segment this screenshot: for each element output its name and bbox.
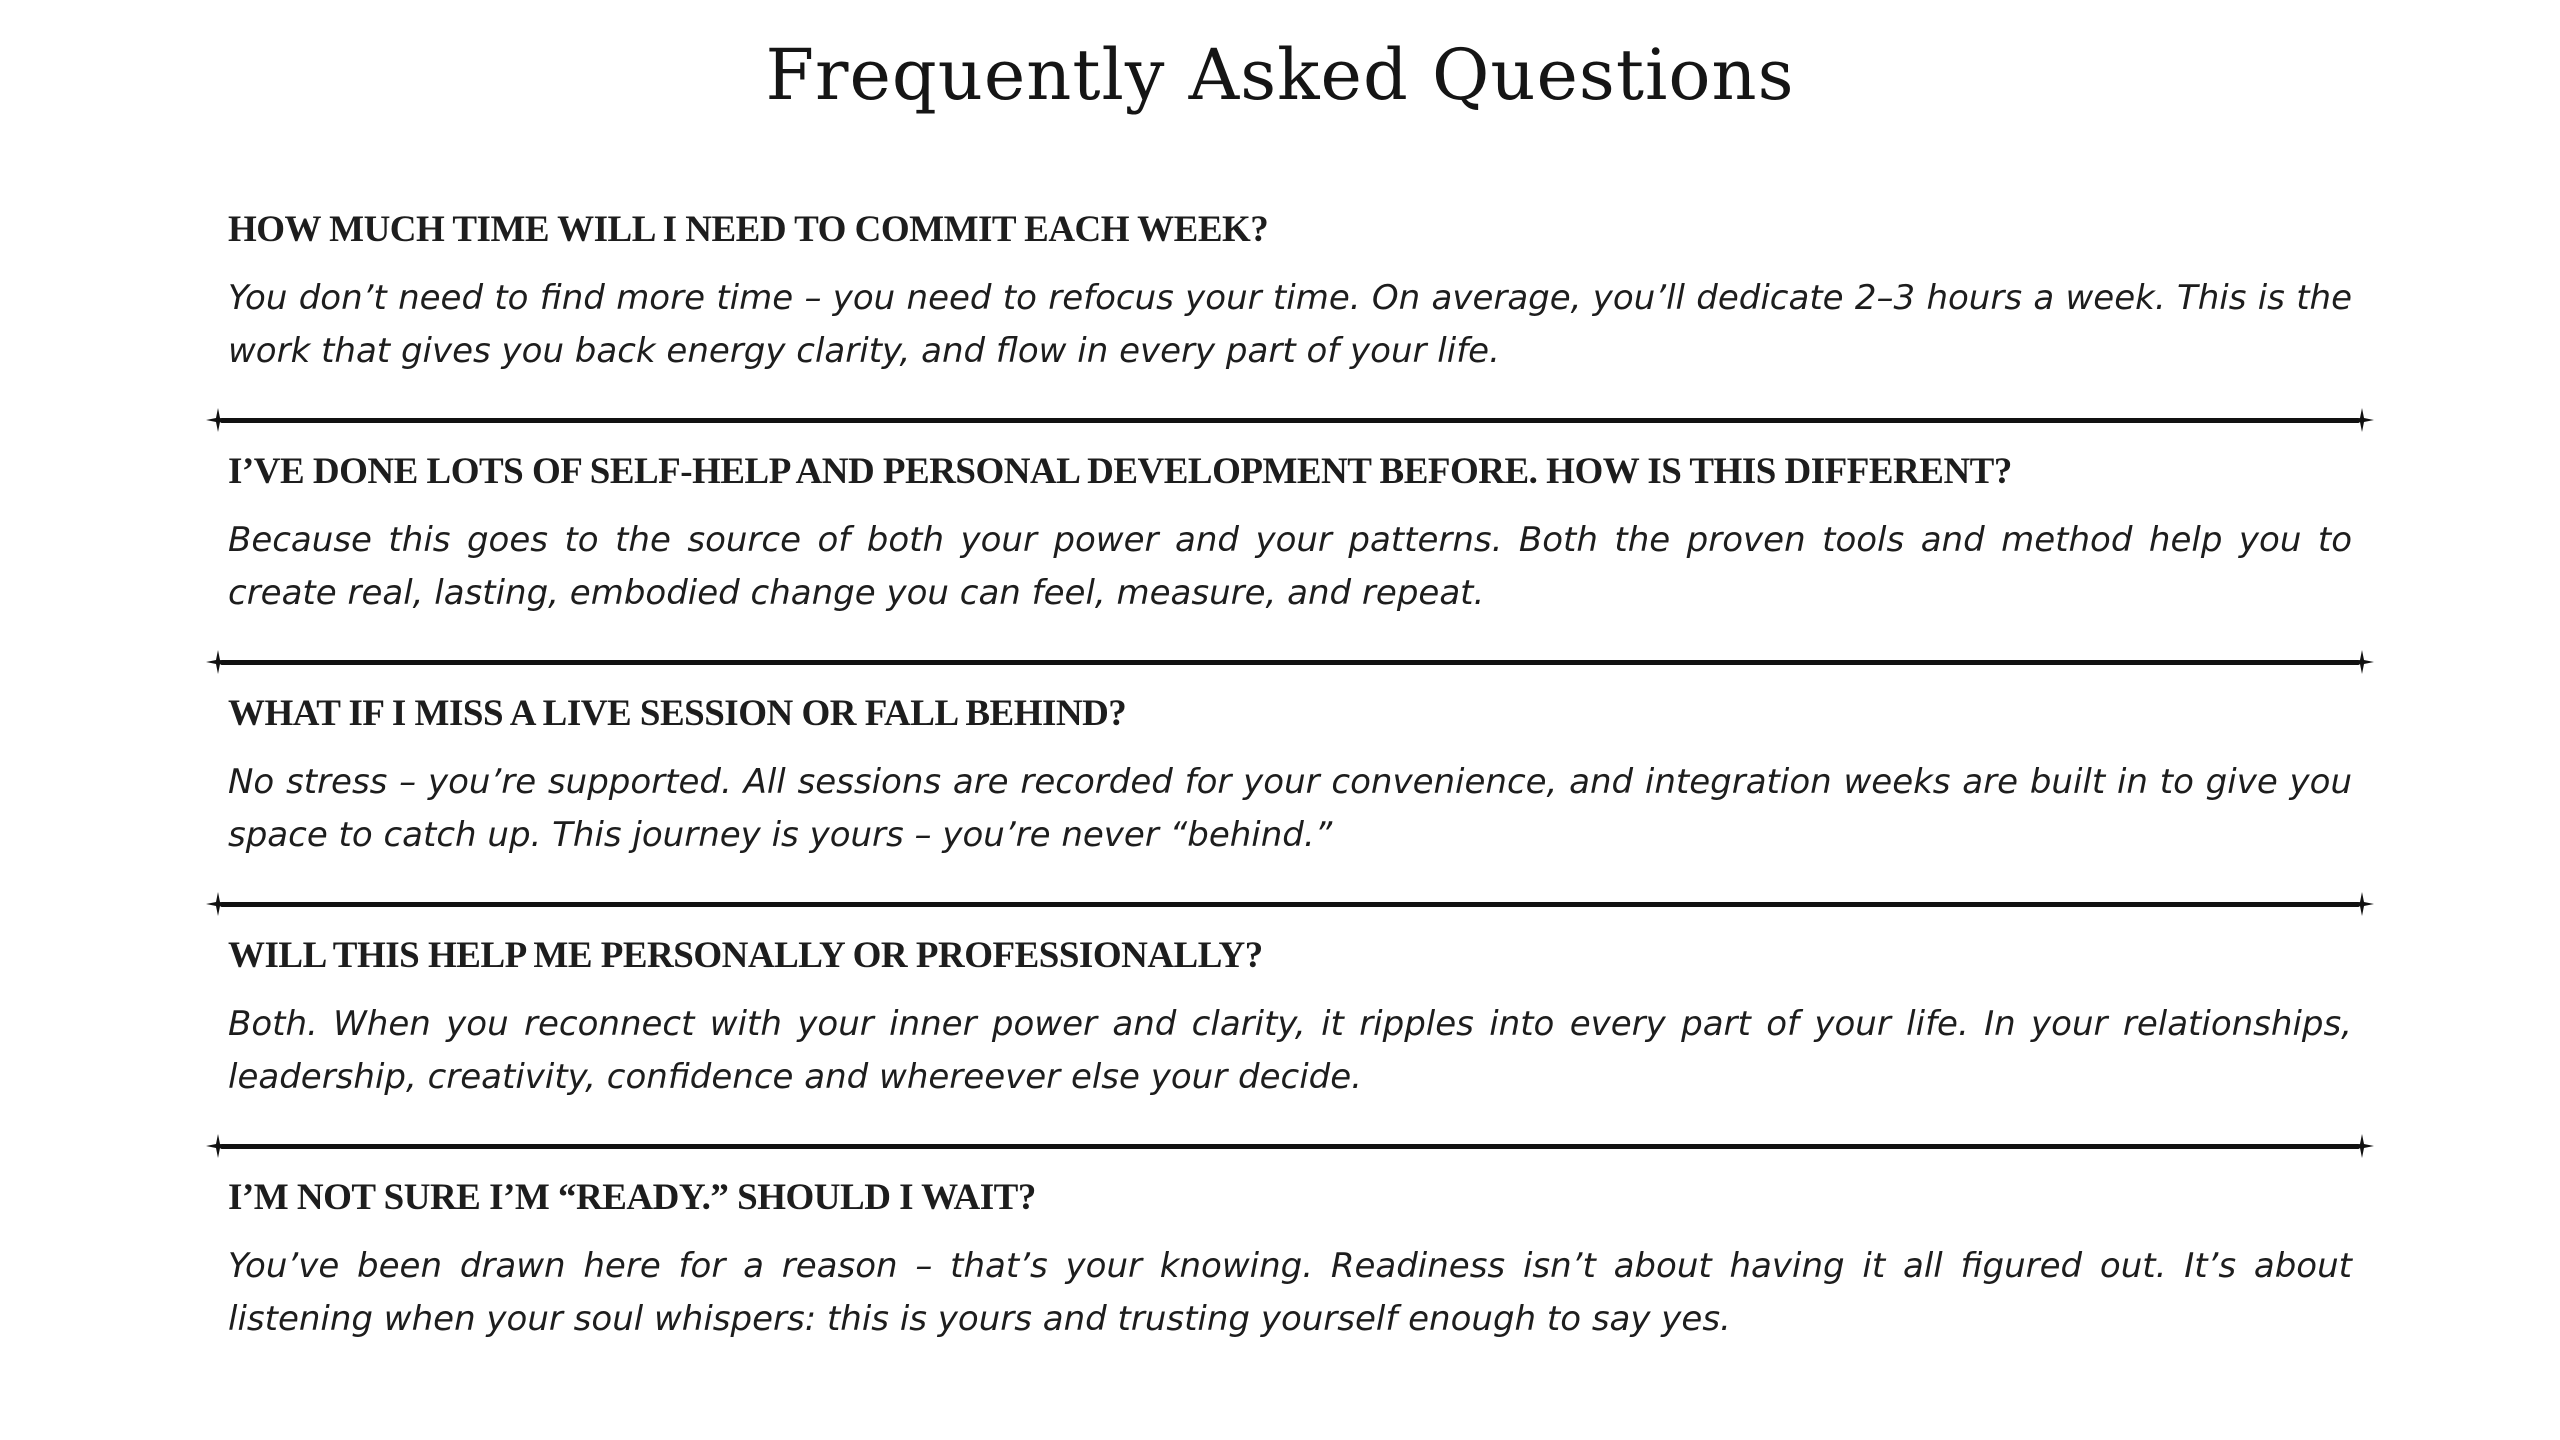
divider-line (220, 660, 2360, 665)
divider-line (220, 418, 2360, 423)
faq-item (228, 200, 2352, 442)
ornamental-divider (206, 1134, 2374, 1158)
faq-question: I’M NOT SURE I’M “READY.” SHOULD I WAIT? (228, 1177, 1036, 1218)
star-ornament-icon (206, 408, 230, 432)
divider-line (220, 902, 2360, 907)
faq-answer: No stress – you’re supported. All sessions are recorded for your convenience, and integration weeks are built in to give you space to catch up. This journey is yours – you’re never “behind.” (228, 762, 2352, 855)
faq-answer: Both. When you reconnect with your inner power and clarity, it ripples into every part of your life. In your relationships, leadership, creativity, confidence and whereever else your decide. (228, 1004, 2352, 1097)
ornamental-divider (206, 650, 2374, 674)
ornamental-divider (206, 892, 2374, 916)
star-ornament-icon (206, 650, 230, 674)
faq-item (228, 1168, 2352, 1410)
faq-question: WHAT IF I MISS A LIVE SESSION OR FALL BEHIND? (228, 693, 1127, 734)
page-title: Frequently Asked Questions (765, 34, 1795, 116)
faq-item (228, 442, 2352, 684)
star-ornament-icon (206, 1134, 230, 1158)
star-ornament-icon (2350, 892, 2374, 916)
faq-answer: Because this goes to the source of both your power and your patterns. Both the proven tools and method help you to create real, lasting, embodied change you can feel, measure, and repeat. (228, 520, 2352, 613)
star-ornament-icon (2350, 650, 2374, 674)
faq-question: WILL THIS HELP ME PERSONALLY OR PROFESSIONALLY? (228, 935, 1263, 976)
star-ornament-icon (2350, 408, 2374, 432)
faq-answer: You’ve been drawn here for a reason – that’s your knowing. Readiness isn’t about having it all figured out. It’s about listening when your soul whispers: this is yours and trusting yourself enough to say yes. (228, 1246, 2352, 1339)
faq-question: I’VE DONE LOTS OF SELF-HELP AND PERSONAL DEVELOPMENT BEFORE. HOW IS THIS DIFFERENT? (228, 451, 2012, 492)
star-ornament-icon (2350, 1134, 2374, 1158)
faq-question: HOW MUCH TIME WILL I NEED TO COMMIT EACH WEEK? (228, 209, 1269, 250)
divider-line (220, 1144, 2360, 1149)
faq-list (228, 200, 2352, 1410)
star-ornament-icon (206, 892, 230, 916)
faq-answer: You don’t need to find more time – you need to refocus your time. On average, you’ll dedicate 2–3 hours a week. This is the work that gives you back energy clarity, and flow in every part of your life. (228, 278, 2352, 371)
faq-item (228, 926, 2352, 1168)
faq-item (228, 684, 2352, 926)
ornamental-divider (206, 408, 2374, 432)
